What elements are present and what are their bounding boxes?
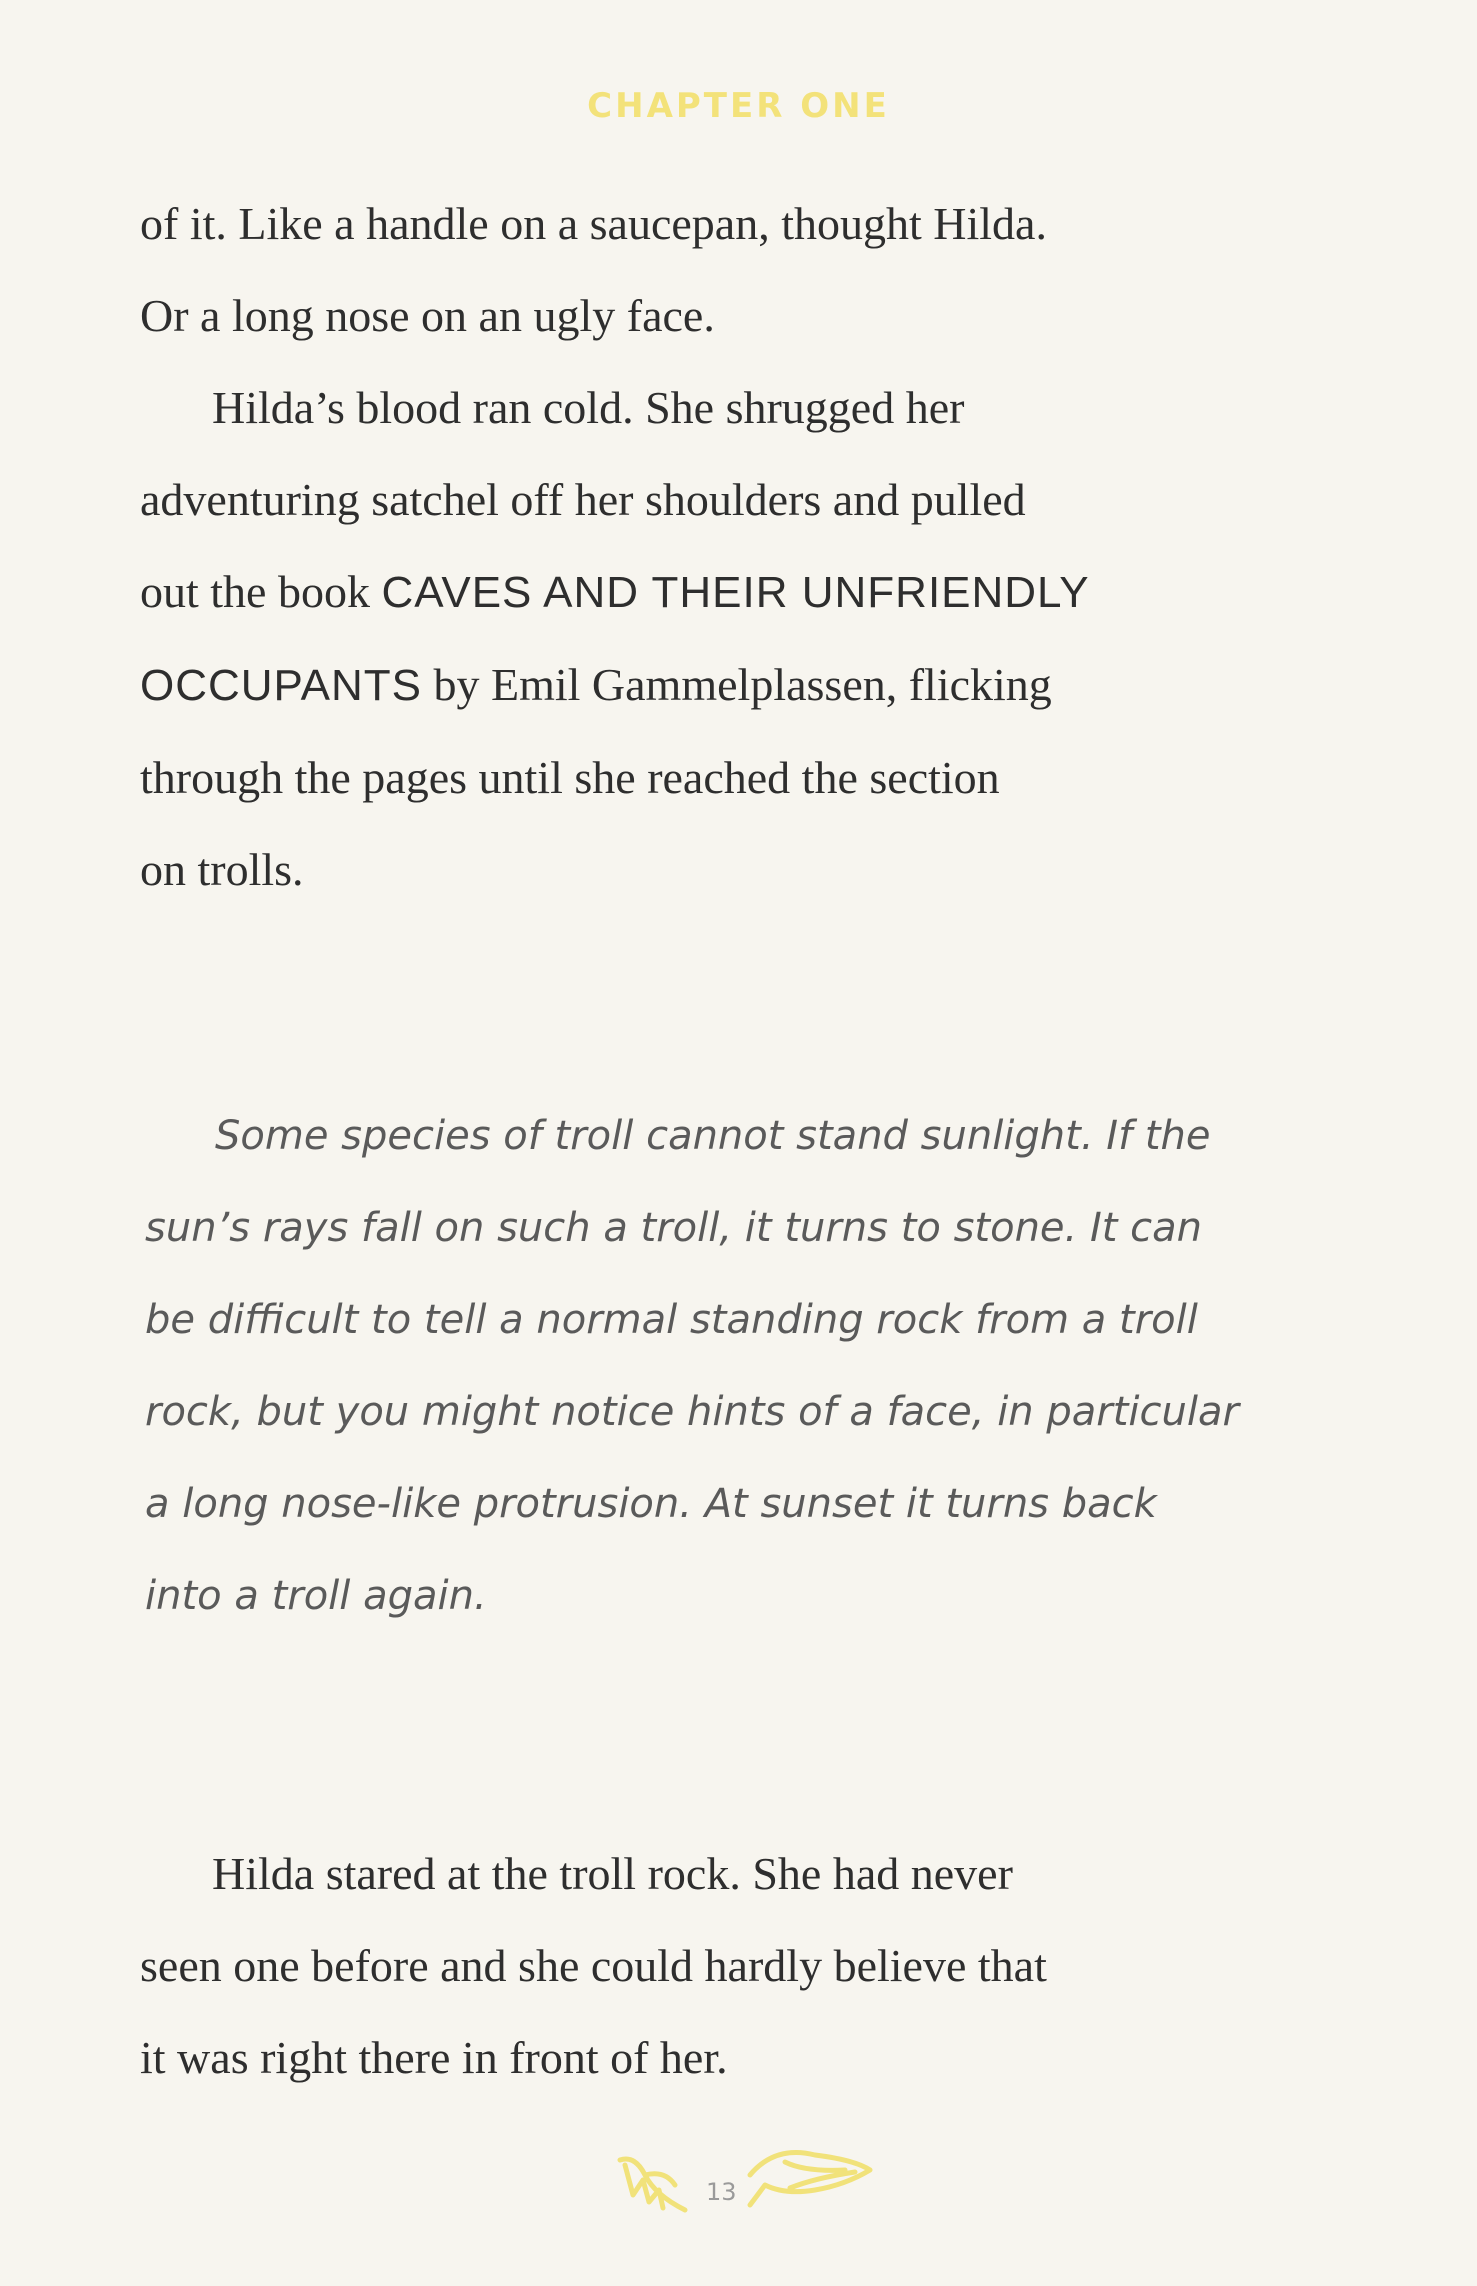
book-title: OCCUPANTS bbox=[140, 661, 422, 710]
paragraph-continuation bbox=[140, 178, 1047, 362]
book-excerpt bbox=[145, 1090, 1239, 1642]
text-fragment: by Emil Gammelplassen, flicking bbox=[421, 659, 1052, 710]
text-line: through the pages until she reached the section bbox=[140, 752, 1000, 803]
excerpt-line: sun’s rays fall on such a troll, it turns to stone. It can bbox=[145, 1205, 1203, 1251]
excerpt-line: rock, but you might notice hints of a face, in particular bbox=[145, 1389, 1239, 1435]
text-line: seen one before and she could hardly believe that bbox=[140, 1940, 1047, 1991]
paragraph-book bbox=[140, 362, 1090, 916]
text-line: it was right there in front of her. bbox=[140, 2032, 728, 2083]
text-line: on trolls. bbox=[140, 844, 304, 895]
page-footer bbox=[0, 2140, 1477, 2230]
text-line: Hilda stared at the troll rock. She had never bbox=[212, 1848, 1013, 1899]
leaf-ornament-icon bbox=[615, 2150, 705, 2224]
text-fragment: out the book bbox=[140, 566, 382, 617]
page-number: 13 bbox=[706, 2178, 737, 2206]
text-line: adventuring satchel off her shoulders and pulled bbox=[140, 474, 1026, 525]
text-line bbox=[140, 639, 1090, 732]
text-line: Or a long nose on an ugly face. bbox=[140, 290, 715, 341]
chapter-heading: CHAPTER ONE bbox=[587, 86, 890, 126]
text-line: Hilda’s blood ran cold. She shrugged her bbox=[212, 382, 965, 433]
excerpt-line: into a troll again. bbox=[145, 1573, 487, 1619]
excerpt-line: be difficult to tell a normal standing rock from a troll bbox=[145, 1297, 1198, 1343]
leaf-ornament-icon bbox=[745, 2140, 875, 2214]
text-line: of it. Like a handle on a saucepan, thought Hilda. bbox=[140, 198, 1047, 249]
excerpt-line: Some species of troll cannot stand sunlight. If the bbox=[215, 1113, 1211, 1159]
excerpt-line: a long nose-like protrusion. At sunset it turns back bbox=[145, 1481, 1157, 1527]
text-line bbox=[140, 546, 1090, 639]
paragraph-closing bbox=[140, 1828, 1047, 2104]
book-title: CAVES AND THEIR UNFRIENDLY bbox=[381, 568, 1090, 617]
